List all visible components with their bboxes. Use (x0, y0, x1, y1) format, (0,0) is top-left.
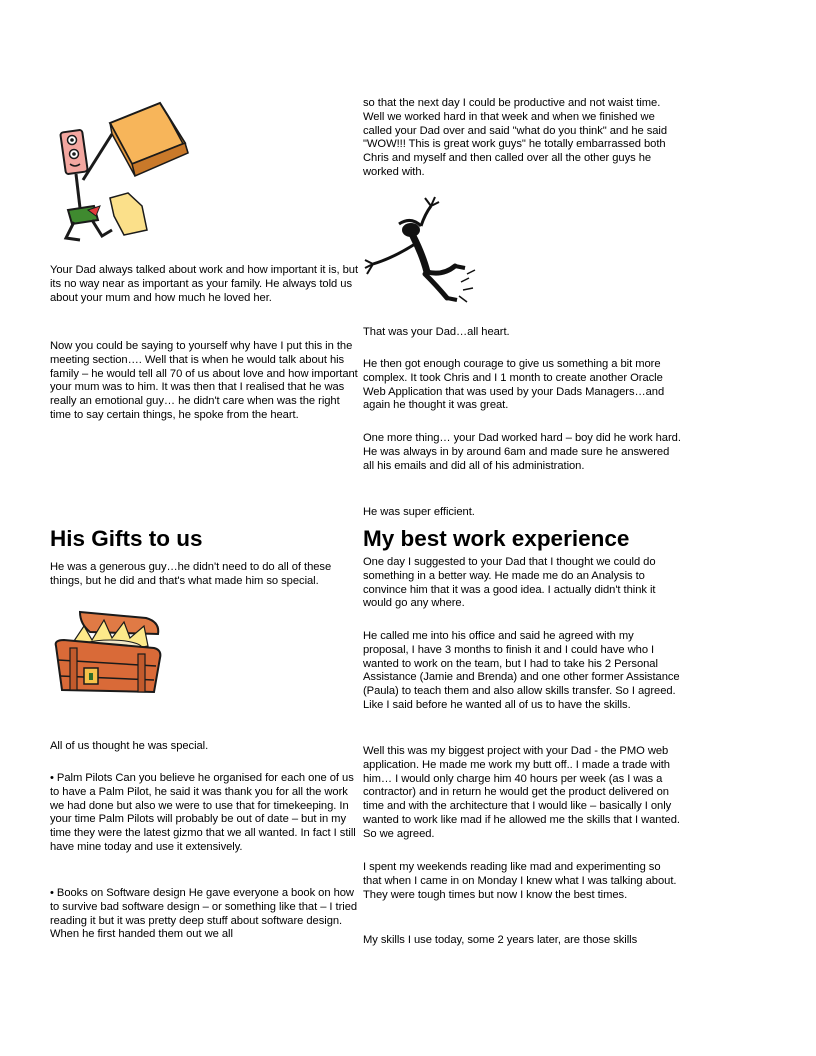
paragraph-weekends-reading: I spent my weekends reading like mad and experimenting so that when I came in on Monday I knew what I was talking about. They were tough times but now I know the best times. (363, 861, 677, 901)
heading-his-gifts: His Gifts to us (50, 526, 203, 551)
paragraph-super-efficient: He was super efficient. (363, 506, 475, 518)
treasure-chest-clipart (50, 604, 170, 704)
jumping-figure-illustration (363, 196, 483, 308)
paragraph-suggested-better-way: One day I suggested to your Dad that I thought we could do something in a better way. He made me do an Analysis to convince him that it was a good idea. I actually didn't think it would go any where. (363, 556, 656, 610)
paragraph-meeting-section: Now you could be saying to yourself why have I put this in the meeting section…. Well that is when he would talk about his family – he would tell all 70 of us about love and how important your mum was to him. It was then that I realised that he was really an emotional guy… he didn't care when was the right time to say certain things, he spoke from the heart. (50, 340, 358, 421)
paragraph-all-heart: That was your Dad…all heart. (363, 326, 510, 338)
paragraph-called-into-office: He called me into his office and said he agreed with my proposal, I have 3 months to finish it and I could have who I wanted to work on the team, but I had to take his 2 Personal Assistance (Jamie and Brenda) and one other former Assistance (Paula) to teach them and also allow skills transfer. So I agreed. Like I said before he wanted all of us to have the skills. (363, 630, 680, 711)
paragraph-books-software-design: • Books on Software design He gave everyone a book on how to survive bad software design – or something like that – I tried reading it but it was pretty deep stuff about software design. When he first handed them out we all (50, 887, 358, 941)
paragraph-generous-guy: He was a generous guy…he didn't need to do all of these things, but he did and that's what made him so special. (50, 561, 332, 587)
paragraph-pmo-web-application: Well this was my biggest project with your Dad - the PMO web application. He made me work my butt off.. I made a trade with him… I would only charge him 40 hours per week (as I was a contractor) and in return he would get the product delivered on time and with the architecture that I would like – basically I only wanted to work like mad if he allowed me the skills that I wanted. So we agreed. (363, 745, 680, 840)
treasure-chest-illustration (50, 604, 170, 704)
box-carrier-clipart (50, 98, 200, 248)
paragraph-dad-talked-about-work: Your Dad always talked about work and how important it is, but its no way near as important as your family. He always told us about your mum and how much he loved her. (50, 264, 359, 304)
paragraph-more-complex: He then got enough courage to give us something a bit more complex. It took Chris and I 1 month to create another Oracle Web Application that was used by your Dads Managers…and again he thought it was great. (363, 358, 665, 412)
jumping-figure-clipart (363, 196, 483, 308)
heading-best-work-experience: My best work experience (363, 526, 630, 551)
paragraph-palm-pilots: • Palm Pilots Can you believe he organised for each one of us to have a Palm Pilot, he said it was thank you for all the work we had done but also we were to use that for timekeeping. In your time Palm Pilots will probably be out of date – but in my time they were the latest gizmo that we all wanted. In fact I still have mine today and use it extensively. (50, 772, 356, 853)
paragraph-all-thought-special: All of us thought he was special. (50, 740, 209, 752)
paragraph-worked-hard: One more thing… your Dad worked hard – boy did he work hard. He was always in by around 6am and made sure he answered all his emails and did all of his administration. (363, 432, 681, 472)
paragraph-productive-next-day: so that the next day I could be productive and not waist time. Well we worked hard in that week and when we finished we called your Dad over and said "what do you think" and he said "WOW!!! This is great work guys" he totally embarrassed both Chris and myself and then called over all the other guys he worked with. (363, 97, 668, 178)
box-carrier-illustration (50, 98, 200, 248)
paragraph-skills-today: My skills I use today, some 2 years later, are those skills (363, 934, 638, 946)
